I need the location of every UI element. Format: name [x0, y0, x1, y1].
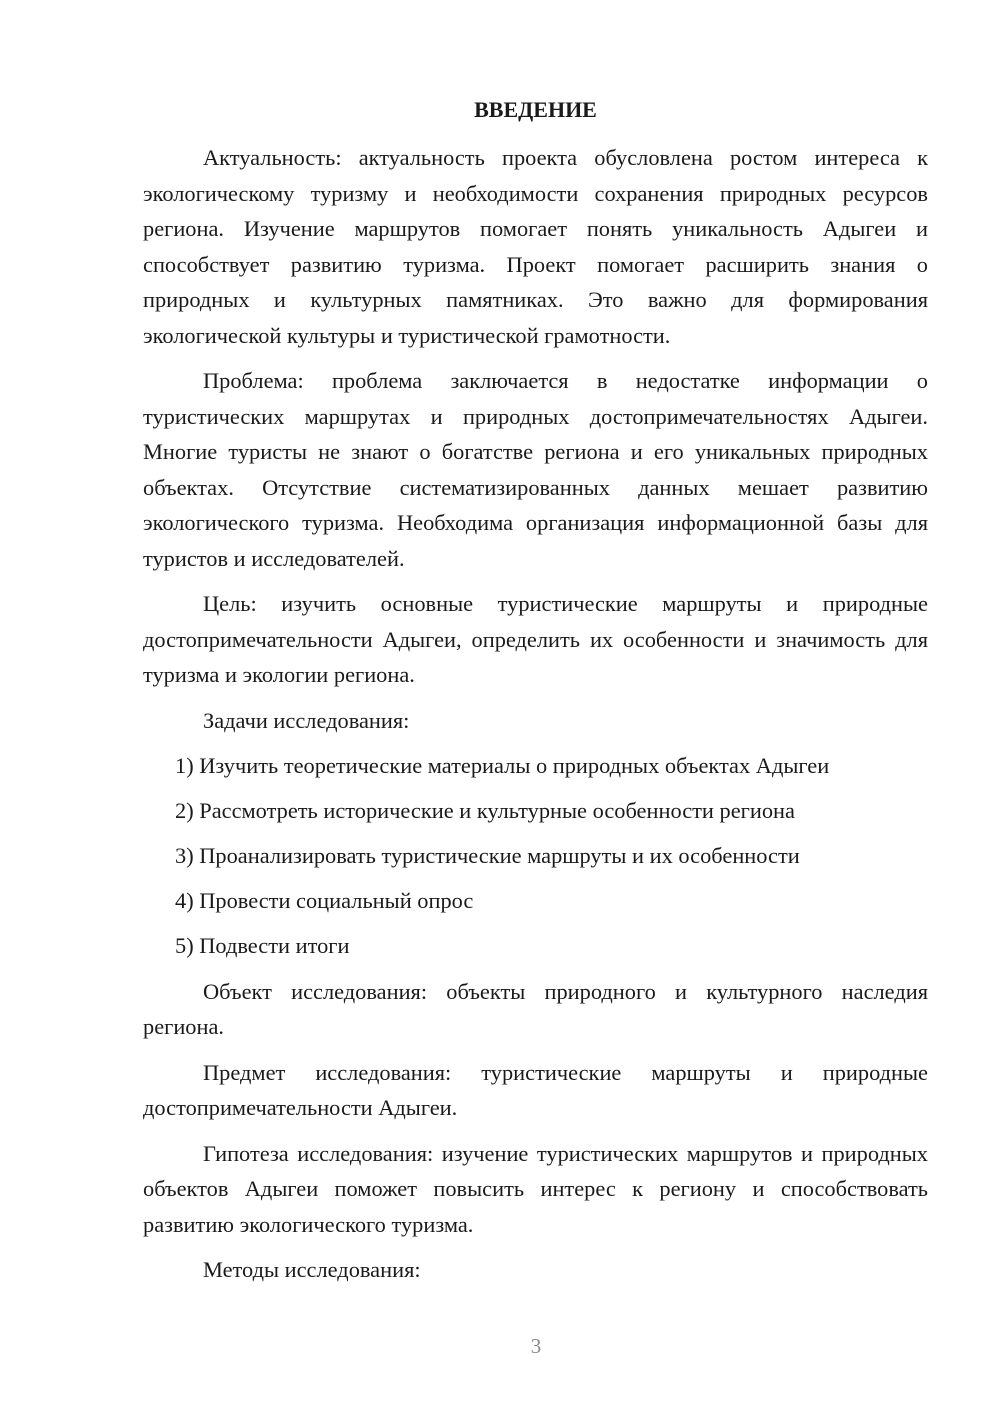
tasks-list	[143, 748, 928, 964]
document-page	[143, 92, 928, 1298]
problem-paragraph: Проблема: проблема заключается в недостатке информации о туристических маршрутах и природных достопримечательностях Адыгеи. Многие туристы не знают о богатстве региона и его уникальных природных объектах. Отсутствие систематизированных данных мешает развитию экологического туризма. Необходима организация информационной базы для туристов и исследователей.	[143, 368, 928, 571]
list-item: 1) Изучить теоретические материалы о природных объектах Адыгеи	[175, 753, 830, 778]
methods-heading: Методы исследования:	[203, 1257, 421, 1282]
section-title: ВВЕДЕНИЕ	[474, 97, 597, 122]
list-item: 2) Рассмотреть исторические и культурные особенности региона	[175, 798, 795, 823]
subject-paragraph: Предмет исследования: туристические маршруты и природные достопримечательности Адыгеи.	[143, 1059, 928, 1120]
goal-paragraph: Цель: изучить основные туристические маршруты и природные достопримечательности Адыгеи, определить их особенности и значимость для туризма и экологии региона.	[143, 591, 928, 687]
hypothesis-paragraph: Гипотеза исследования: изучение туристических маршрутов и природных объектов Адыгеи поможет повысить интерес к региону и способствовать развитию экологического туризма.	[143, 1140, 928, 1237]
list-item: 5) Подвести итоги	[175, 933, 350, 958]
relevance-paragraph: Актуальность: актуальность проекта обусловлена ростом интереса к экологическому туризму и необходимости сохранения природных ресурсов региона. Изучение маршрутов помогает понять уникальность Адыгеи и способствует развитию туризма. Проект помогает расширить знания о природных и культурных памятниках. Это важно для формирования экологической культуры и туристической грамотности.	[143, 145, 928, 348]
object-paragraph: Объект исследования: объекты природного и культурного наследия региона.	[143, 978, 928, 1039]
page-number: 3	[530, 1334, 542, 1358]
list-item: 3) Проанализировать туристические маршруты и их особенности	[175, 843, 800, 868]
tasks-heading: Задачи исследования:	[203, 707, 410, 733]
list-item: 4) Провести социальный опрос	[175, 888, 474, 913]
